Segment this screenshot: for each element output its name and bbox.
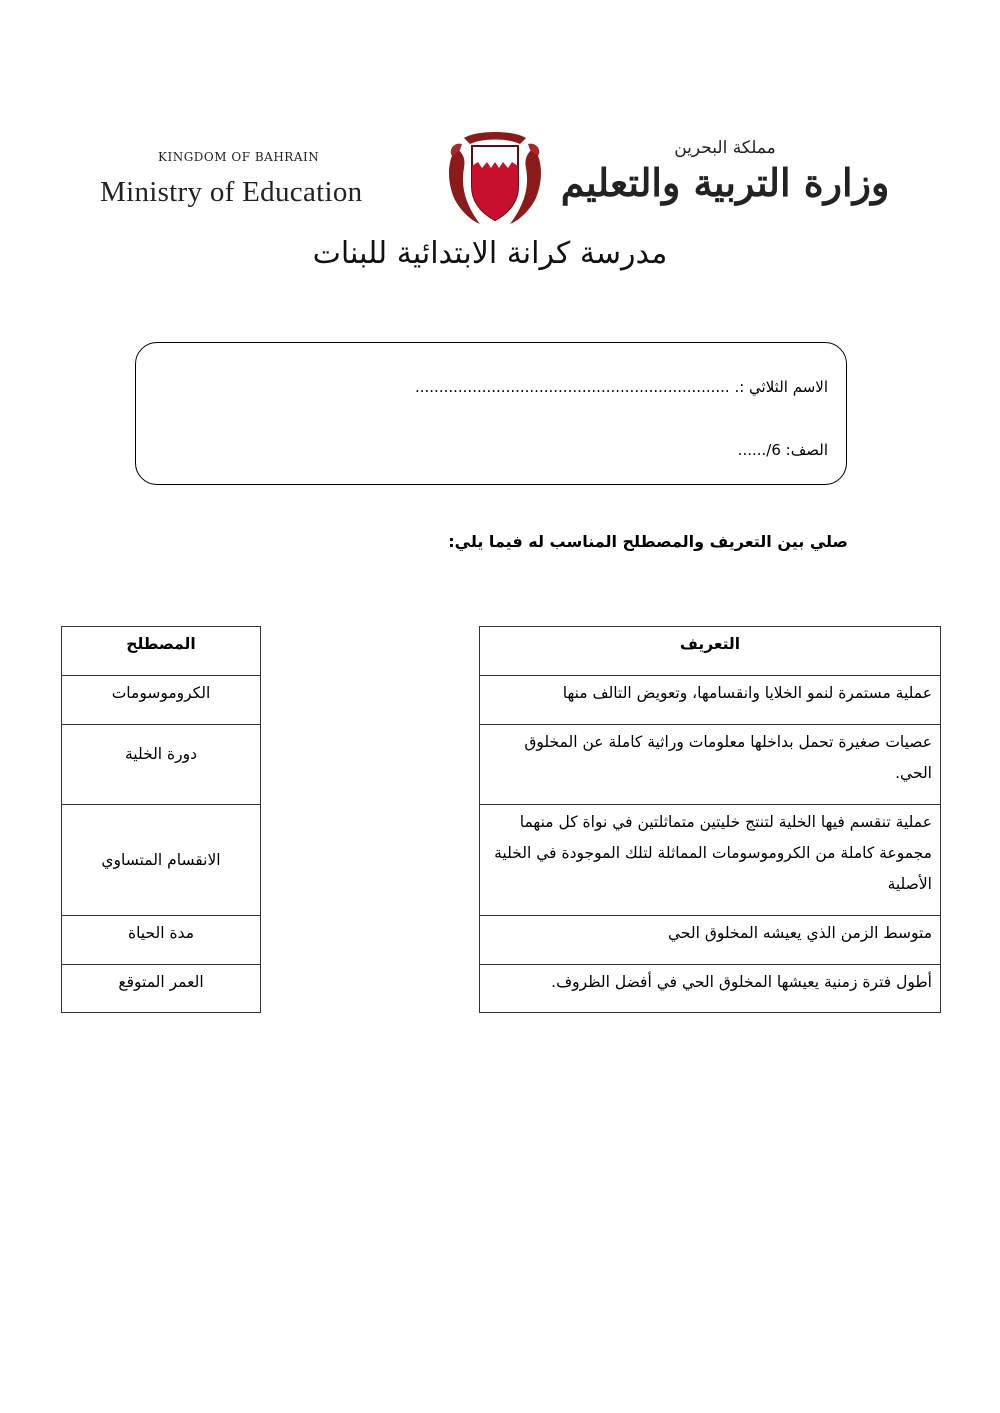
terms-header: المصطلح bbox=[62, 627, 261, 676]
class-field[interactable]: الصف: 6/...... bbox=[737, 441, 828, 459]
student-info-box bbox=[135, 342, 847, 485]
definition-cell[interactable]: عصيات صغيرة تحمل بداخلها معلومات وراثية كاملة عن المخلوق الحي. bbox=[480, 725, 941, 805]
school-name: مدرسة كرانة الابتدائية للبنات bbox=[312, 236, 668, 271]
ministry-ar-title: وزارة التربية والتعليم bbox=[560, 160, 890, 205]
term-cell[interactable]: الكروموسومات bbox=[62, 676, 261, 725]
instruction-text: صلي بين التعريف والمصطلح المناسب له فيما يلي: bbox=[448, 532, 848, 551]
kingdom-ar-label: مملكة البحرين bbox=[674, 138, 776, 158]
definition-cell[interactable]: أطول فترة زمنية يعيشها المخلوق الحي في أفضل الظروف. bbox=[480, 965, 941, 1013]
kingdom-en-label: KINGDOM OF BAHRAIN bbox=[158, 150, 320, 164]
name-label: الاسم الثلاثي :. bbox=[734, 378, 828, 396]
definitions-table bbox=[479, 626, 941, 1013]
name-dots: .................................................................. bbox=[414, 378, 730, 396]
term-cell[interactable]: دورة الخلية bbox=[62, 725, 261, 805]
term-cell[interactable]: مدة الحياة bbox=[62, 916, 261, 965]
name-field[interactable] bbox=[415, 378, 828, 396]
ministry-en-title: Ministry of Education bbox=[100, 176, 363, 208]
definitions-header: التعريف bbox=[480, 627, 941, 676]
term-cell[interactable]: العمر المتوقع bbox=[62, 965, 261, 1013]
bahrain-emblem-icon bbox=[446, 128, 544, 228]
definition-cell[interactable]: عملية تنقسم فيها الخلية لتنتج خليتين متماثلتين في نواة كل منهما مجموعة كاملة من الكروموسومات المماثلة لتلك الموجودة في الخلية الأصلية bbox=[480, 805, 941, 916]
term-cell[interactable]: الانقسام المتساوي bbox=[62, 805, 261, 916]
definition-cell[interactable]: متوسط الزمن الذي يعيشه المخلوق الحي bbox=[480, 916, 941, 965]
definition-cell[interactable]: عملية مستمرة لنمو الخلايا وانقسامها، وتعويض التالف منها bbox=[480, 676, 941, 725]
terms-table bbox=[61, 626, 261, 1013]
